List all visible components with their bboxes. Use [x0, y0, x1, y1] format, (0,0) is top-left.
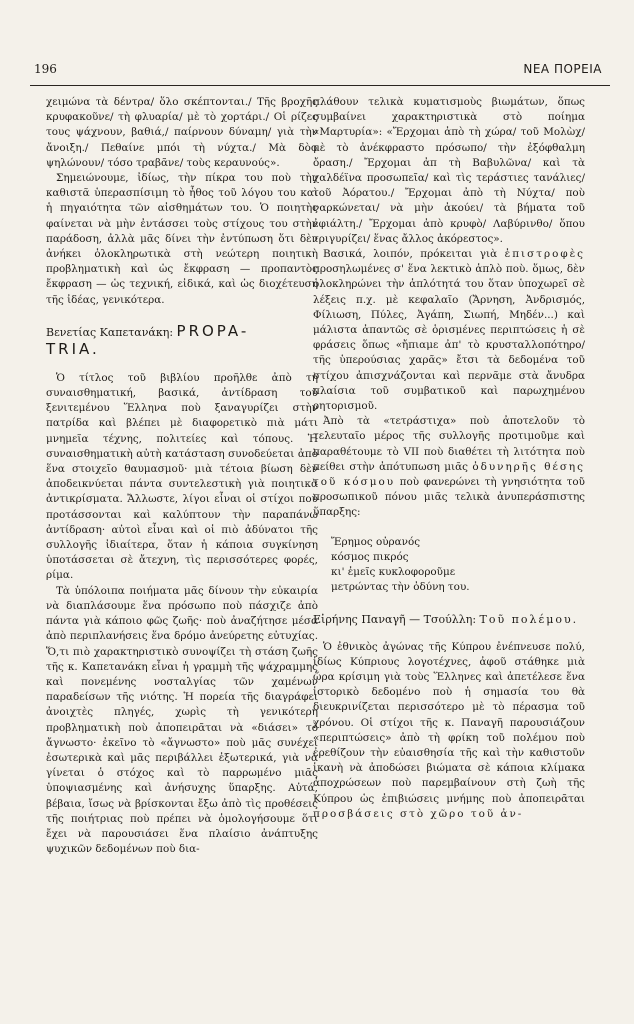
poem-quote — [331, 535, 585, 596]
journal-name: ΝΕΑ ΠΟΡΕΙΑ — [523, 62, 602, 76]
review-book-title-cont: TRIA. — [46, 339, 100, 358]
page-number: 196 — [34, 62, 57, 76]
poem-line: μετρώντας τὴν ὀδύνη του. — [331, 581, 470, 594]
header-rule — [30, 85, 610, 86]
right-column — [313, 95, 585, 822]
poem-line: Ἔρημος οὐρανός — [331, 535, 421, 548]
spaced-emphasis: ἐπιστροφὲς — [504, 248, 585, 261]
review-heading — [313, 611, 585, 628]
review-book-title: PROPA- — [176, 321, 250, 340]
text-run: ποὺ φανερώνει τὴ γνησιότητα τοῦ προσωπικοῦ πόνου μιᾶς τελικὰ ἀνυπεράσπιστης ὕπαρξης: — [313, 476, 585, 519]
review-book-title: Τοῦ πολέμου. — [479, 612, 579, 626]
paragraph: Σημειώνουμε, ἰδίως, τὴν πίκρα του ποὺ τὴν καθιστᾶ ὑπερασπίσιμη τὸ ἦθος τοῦ λόγου του καὶ ἡ πηγαιότητα τῶν αἰσθημάτων του. Ὁ ποιητὴς φαίνεται νὰ μὴν ἐντάσσει τοὺς στίχους του στὴν παράδοση, ἀλλὰ μᾶς δίνει τὴν ἐντύπωση ὅτι δὲν ἀνήκει ὁλοκληρωτικὰ στὴ νεώτερη ποιητικὴ προβληματικὴ καὶ ὡς ἔκφραση — προπαντὸς ἔκφραση — ὡς τεχνική, εἰδικά, καὶ ὡς διοχέτευση τῆς ἰδέας, γενικότερα. — [46, 172, 318, 306]
paragraph — [313, 414, 585, 520]
spaced-emphasis: προσβάσεις στὸ χῶρο τοῦ ἀν- — [313, 807, 524, 820]
text-run: προσηλωμένες σ' ἕνα λεκτικὸ ἁπλὸ ποὺ. ὅμως, δὲν ὁλοκληρώνει τὴν ἁπλότητά του ὅταν ὑποχωρεῖ σὲ λέξεις π.χ. μὲ κεφαλαῖο (Ἄρνηση, Ἀνδρισμός, Φίλιωση, Πύλες, Ἀγάπη, Σιωπή, Μηδέν...) καὶ μάλιστα ἀπαντῶς σὲ ὁρισμένες περιπτώσεις ἡ σὲ φράσεις ὅπως «ἤπιαμε ἀπ' τὸ κρυσταλλοπότηρο/ τῆς ὑπερούσιας χαρᾶς» ἔτσι τὰ δεδομένα τοῦ στίχου ἀπισχνάζονται καὶ περνᾶμε στὰ ἄνυδρα πλαίσια τοῦ συμβατικοῦ καὶ παρωχημένου ρητορισμοῦ. — [313, 263, 585, 413]
review-author: Εἰρήνης Παναγῆ — Τσούλλη: — [313, 612, 477, 626]
review-heading — [46, 323, 318, 359]
review-author: Βενετίας Καπετανάκη: — [46, 325, 174, 339]
left-column — [46, 95, 318, 857]
paragraph — [313, 640, 585, 822]
paragraph: Τὰ ὑπόλοιπα ποιήματα μᾶς δίνουν τὴν εὐκαιρία νὰ διαπλάσουμε ἕνα πρόσωπο ποὺ πάσχιζε ἀπὸ πάντα γιὰ κάποιο φῶς ζωῆς· ποὺ ἀναζήτησε μέσα ἀπὸ περιπλανήσεις ἕνα δρόμο ἀνεύρετης εὐτυχίας. Ὅ,τι πιὸ χαρακτηριστικὸ συνοψίζει τὴ στάση ζωῆς τῆς κ. Καπετανάκη εἶναι ἡ γραμμὴ τῆς ψάχραμμης καὶ πονεμένης νοσταλγίας τῶν χαμένων παραδείσων τῆς νιότης. Ἡ πορεία τῆς διαγράφει ἀνοιχτὲς πληγές, χωρὶς τὴ γενικότερη προβληματικὴ ποὺ ἀποπειρᾶται νὰ «διάσει» τὸ ἄγνωστο· ἐκεῖνο τὸ «ἄγνωστο» ποὺ μᾶς συνέχει ἐσωτερικὰ καὶ μᾶς περιβάλλει ἐξωτερικά, γιὰ νὰ γίνεται ὁ στόχος καὶ τὸ παρρωμένο μιᾶς ὑποψιασμένης καὶ ἀνήσυχης ὕπαρξης. Αὐτά, βέβαια, ἴσως νὰ βρίσκονται ἔξω ἀπὸ τὶς προθέσεις τῆς ποιήτριας ποὺ πρέπει νὰ ὁμολογήσουμε ὅτι ἔχει νὰ παρουσιάσει ἕνα πλαίσιο ἀνάπτυξης ψυχικῶν δεδομένων ποὺ δια- — [46, 584, 318, 856]
poem-line: κόσμος πικρός — [331, 550, 409, 563]
paragraph — [313, 247, 585, 414]
spaced-emphasis: ὀδυνηρῆς θέσης τοῦ κόσμου — [313, 460, 585, 489]
text-run: Ὁ ἐθνικὸς ἀγώνας τῆς Κύπρου ἐνέπνευσε πολύ, ἰδίως Κύπριους λογοτέχνες, ἀφοῦ στάθηκε μιὰ ὥρα κρίσιμη γιὰ τοὺς Ἕλληνες καὶ ἀπετέλεσε ἕνα ἱστορικὸ δεδομένο ποὺ ἡ σημασία του θὰ διευκρινίζεται περισσότερο μὲ τὸ πέρασμα τοῦ χρόνου. Οἱ στίχοι τῆς κ. Παναγῆ παρουσιάζουν «περιπτώσεις» ἀπὸ τὴ φρίκη τοῦ πολέμου ποὺ ἐρεθίζουν τὴν εὐαισθησία τῆς καὶ τὴν καθιστοῦν ἱκανὴ νὰ ἀποδώσει βιώματα σὲ κάποια κλίμακα ἀποχρώσεων ποὺ παρεμβαίνουν στὴ ζωὴ τῆς Κύπρου ὡς ἐπιβιώσεις μνήμης ποὺ ἀποπειρᾶται — [313, 640, 585, 805]
poem-line: κι' ἐμεῖς κυκλοφοροῦμε — [331, 566, 456, 579]
text-run: Βασικά, λοιπόν, πρόκειται γιὰ — [323, 248, 498, 261]
paragraph: χειμώνα τὰ δέντρα/ ὅλο σκέπτονται./ Τῆς βροχῆς κρυφακοῦνε/ τὴ φλυαρία/ μὲ τὸ χορτάρι./ Οἱ ρίζες τους ψάχνουν, βαθιά,/ παίρνουν δύναμη/ γιὰ τὴν ἄνοιξη./ Πεθαίνε μπόι τὴ νύχτα./ Μὰ δὸσ ψηλώνουν/ τόσο τραβᾶνε/ τοὺς κεραυνούς». — [46, 96, 318, 169]
paragraph: πλάθουν τελικὰ κυματισμοὺς βιωμάτων, ὅπως συμβαίνει χαρακτηριστικὰ στὸ ποίημα «Μαρτυρία»: «Ἔρχομαι ἀπὸ τὴ χώρα/ τοῦ Μολὼχ/ μὲ τὸ ἀνέκφραστο πρόσωπο/ τὴν ἐξόφθαλμη ὄραση./ Ἔρχομαι ἀπ τὴ Βαβυλῶνα/ καὶ τὰ χαλδέϊνα προσωπεῖα/ καὶ τὶς τεράστιες τανάλιες/ τοῦ Ἀόρατου./ Ἔρχομαι ἀπὸ τὴ Νύχτα/ ποὺ ναρκώνεται/ νὰ μὴν ἀκούει/ τὰ βήματα τοῦ ἐφιάλτη./ Ἔρχομαι ἀπὸ κρυφὸ/ Λαβύρινθο/ ὅπου τριγυρίζει/ ἕνας ἄλλος ἀκόρεστος». — [313, 96, 585, 245]
text-run: Ἀπὸ τὰ «τετράστιχα» ποὺ ἀποτελοῦν τὸ τελευταῖο μέρος τῆς συλλογῆς προτιμοῦμε καὶ παραθέτουμε τὸ VII ποὺ διαθέτει τὴ λιτότητα ποὺ πείθει στὴν ἀπότυπωση μιᾶς — [313, 415, 585, 473]
paragraph: Ὁ τίτλος τοῦ βιβλίου προῆλθε ἀπὸ τὴ συναισθηματική, βασικά, ἀντίδραση τοῦ ξενιτεμένου Ἕλληνα ποὺ ξαναγυρίζει στὴν πατρίδα καὶ βλέπει μὲ διαφορετικὸ πιὰ μάτι μνημεῖα τέχνης, πολιτείες καὶ τόπους. Ἡ συναισθηματικὴ αὐτὴ κατάσταση συνοδεύεται ἀπὸ ἕνα στοιχεῖο θαυμασμοῦ· μιὰ τέτοια βίωση δὲν ἀποδεικνύεται πάντα συντελεστικὴ γιὰ ποιητικὰ ἀντικρίσματα. Ἄλλωστε, λίγοι εἶναι οἱ στίχοι ποὺ προτάσσονται καὶ καλύπτουν τὴν παραπάνω ἀντίδραση· αὐτοὶ εἶναι καὶ οἱ πιὸ ἀδύνατοι τῆς συλλογῆς ἰδιαίτερα, ὅταν ἡ κάποια συγκίνηση ὑποτάσσεται σὲ ἄτεχνη, τὶς περισσότερες φορές, ρίμα. — [46, 371, 318, 582]
